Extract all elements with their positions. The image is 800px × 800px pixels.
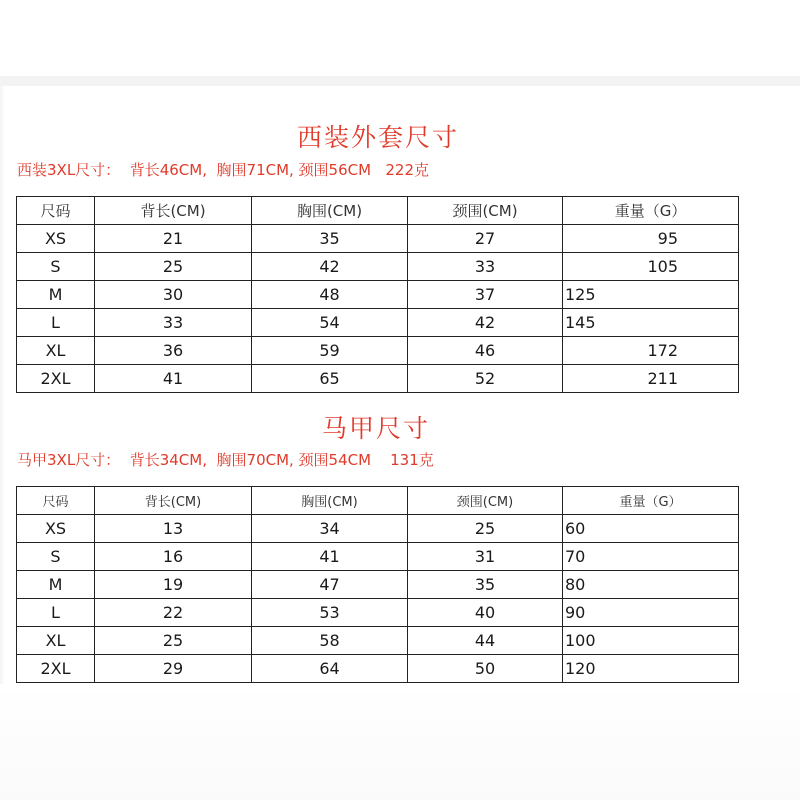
size-cell: S [17, 253, 95, 281]
neck-cell: 35 [408, 571, 563, 599]
table-header-row [17, 197, 739, 225]
size-cell: XS [17, 225, 95, 253]
jacket-size-table [16, 196, 739, 393]
size-cell: L [17, 309, 95, 337]
table-row [17, 253, 739, 281]
vest-3xl-note: 马甲3XL尺寸： 背长34CM, 胸围70CM, 颈围54CM 131克 [17, 451, 434, 469]
weight-cell: 125 [563, 281, 739, 309]
table-row [17, 365, 739, 393]
neck-cell: 52 [408, 365, 563, 393]
weight-cell: 60 [563, 515, 739, 543]
weight-cell: 145 [563, 309, 739, 337]
back-length-cell: 19 [95, 571, 252, 599]
weight-cell: 211 [563, 365, 739, 393]
size-cell: XL [17, 337, 95, 365]
back-length-cell: 21 [95, 225, 252, 253]
chest-cell: 59 [252, 337, 408, 365]
back-length-cell: 25 [95, 253, 252, 281]
header-neck: 颈围(CM) [408, 487, 563, 515]
neck-cell: 33 [408, 253, 563, 281]
header-back-length: 背长(CM) [95, 487, 252, 515]
table-row [17, 281, 739, 309]
chest-cell: 47 [252, 571, 408, 599]
weight-cell: 100 [563, 627, 739, 655]
table-row [17, 571, 739, 599]
header-size: 尺码 [17, 197, 95, 225]
table-row [17, 627, 739, 655]
table-row [17, 655, 739, 683]
neck-cell: 46 [408, 337, 563, 365]
chest-cell: 64 [252, 655, 408, 683]
size-cell: XL [17, 627, 95, 655]
weight-cell: 120 [563, 655, 739, 683]
weight-cell: 105 [563, 253, 739, 281]
back-length-cell: 13 [95, 515, 252, 543]
neck-cell: 50 [408, 655, 563, 683]
size-cell: M [17, 281, 95, 309]
back-length-cell: 30 [95, 281, 252, 309]
table-row [17, 225, 739, 253]
back-length-cell: 36 [95, 337, 252, 365]
top-band [0, 0, 800, 86]
size-cell: M [17, 571, 95, 599]
size-cell: 2XL [17, 655, 95, 683]
chest-cell: 34 [252, 515, 408, 543]
neck-cell: 44 [408, 627, 563, 655]
header-back-length: 背长(CM) [95, 197, 252, 225]
neck-cell: 42 [408, 309, 563, 337]
weight-cell: 172 [563, 337, 739, 365]
size-cell: 2XL [17, 365, 95, 393]
header-neck: 颈围(CM) [408, 197, 563, 225]
back-length-cell: 41 [95, 365, 252, 393]
vest-size-title: 马甲尺寸 [321, 414, 430, 443]
jacket-3xl-note: 西装3XL尺寸： 背长46CM, 胸围71CM, 颈围56CM 222克 [17, 161, 429, 179]
back-length-cell: 16 [95, 543, 252, 571]
neck-cell: 25 [408, 515, 563, 543]
chest-cell: 42 [252, 253, 408, 281]
chest-cell: 35 [252, 225, 408, 253]
weight-cell: 80 [563, 571, 739, 599]
vest-size-table [16, 486, 739, 683]
header-weight: 重量（G） [563, 487, 739, 515]
back-length-cell: 29 [95, 655, 252, 683]
back-length-cell: 33 [95, 309, 252, 337]
bottom-band [0, 684, 800, 800]
table-row [17, 599, 739, 627]
chest-cell: 48 [252, 281, 408, 309]
neck-cell: 27 [408, 225, 563, 253]
header-size: 尺码 [17, 487, 95, 515]
weight-cell: 95 [563, 225, 739, 253]
neck-cell: 40 [408, 599, 563, 627]
weight-cell: 90 [563, 599, 739, 627]
table-header-row [17, 487, 739, 515]
jacket-size-title: 西装外套尺寸 [296, 123, 459, 152]
back-length-cell: 25 [95, 627, 252, 655]
table-row [17, 309, 739, 337]
chest-cell: 53 [252, 599, 408, 627]
size-cell: L [17, 599, 95, 627]
chest-cell: 41 [252, 543, 408, 571]
weight-cell: 70 [563, 543, 739, 571]
back-length-cell: 22 [95, 599, 252, 627]
size-cell: XS [17, 515, 95, 543]
neck-cell: 37 [408, 281, 563, 309]
header-weight: 重量（G） [563, 197, 739, 225]
chest-cell: 54 [252, 309, 408, 337]
neck-cell: 31 [408, 543, 563, 571]
table-row [17, 337, 739, 365]
header-chest: 胸围(CM) [252, 487, 408, 515]
size-cell: S [17, 543, 95, 571]
table-row [17, 543, 739, 571]
table-row [17, 515, 739, 543]
chest-cell: 58 [252, 627, 408, 655]
chest-cell: 65 [252, 365, 408, 393]
header-chest: 胸围(CM) [252, 197, 408, 225]
